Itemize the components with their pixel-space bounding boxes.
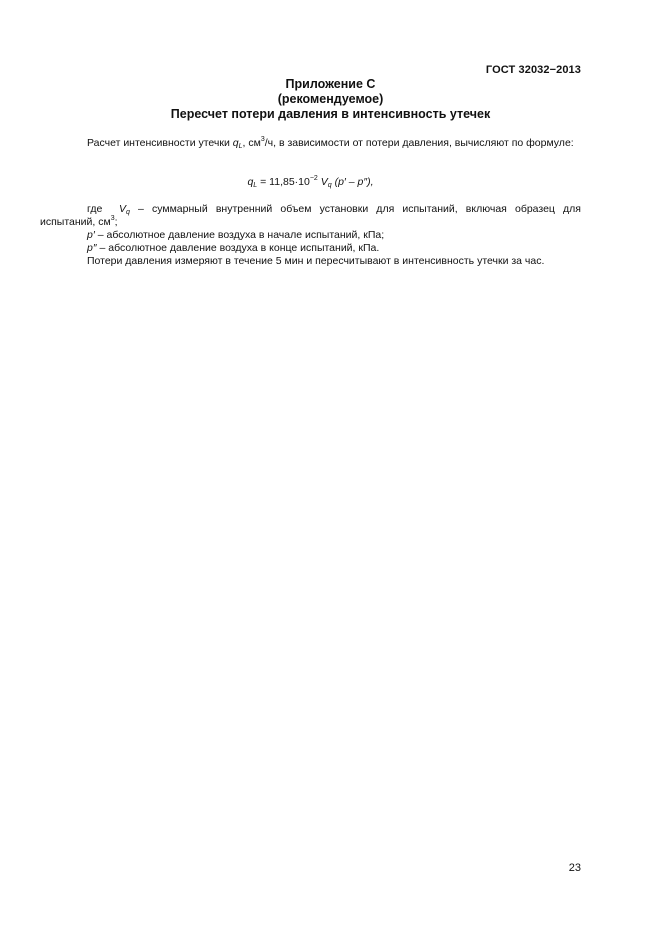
appendix-subtitle: Пересчет потери давления в интенсивность утечек (170, 107, 491, 121)
intro-text-3: /ч, в зависимости от потери давления, вычисляют по формуле: (264, 137, 574, 149)
vq-description: – суммарный внутренний объем установки для испытаний, включая образец для испытаний, см (40, 203, 581, 228)
intro-text-2: , см (242, 137, 261, 149)
intro-variable-subscript: L (238, 143, 243, 150)
intro-text-1: Расчет интенсивности утечки (87, 137, 233, 149)
formula-volume: V (317, 176, 328, 188)
vq-subscript: q (126, 209, 130, 216)
p1-definition (87, 229, 384, 242)
p2-variable: p″ (87, 242, 97, 254)
p2-description: – абсолютное давление воздуха в конце испытаний, кПа. (96, 242, 380, 254)
formula-pressure-diff: (p′ – p″), (331, 176, 374, 188)
formula-volume-subscript: q (327, 182, 332, 189)
formula-lhs-subscript: L (253, 182, 258, 189)
page-number: 23 (568, 862, 581, 874)
p1-description: – абсолютное давление воздуха в начале испытаний, кПа; (94, 229, 385, 241)
intro-paragraph (40, 137, 581, 150)
formula-lhs: q (247, 176, 254, 188)
intro-unit-superscript: 3 (260, 136, 265, 143)
formula (40, 176, 581, 188)
p2-definition (87, 242, 379, 255)
vq-unit-superscript: 3 (110, 215, 115, 222)
where-word: где (87, 203, 103, 215)
vq-variable: V (119, 203, 127, 215)
vq-end: ; (114, 216, 118, 228)
formula-exponent: −2 (309, 175, 318, 182)
formula-equals: = 11,85·10 (257, 176, 310, 188)
p1-variable: p′ (87, 229, 95, 241)
where-paragraph (40, 203, 581, 229)
closing-sentence: Потери давления измеряют в течение 5 мин и пересчитывают в интенсивность утечки за час. (87, 255, 545, 267)
intro-variable: q (232, 137, 239, 149)
standard-id: ГОСТ 32032−2013 (485, 64, 581, 76)
appendix-title: Приложение С (285, 77, 376, 91)
appendix-status: (рекомендуемое) (277, 92, 384, 106)
